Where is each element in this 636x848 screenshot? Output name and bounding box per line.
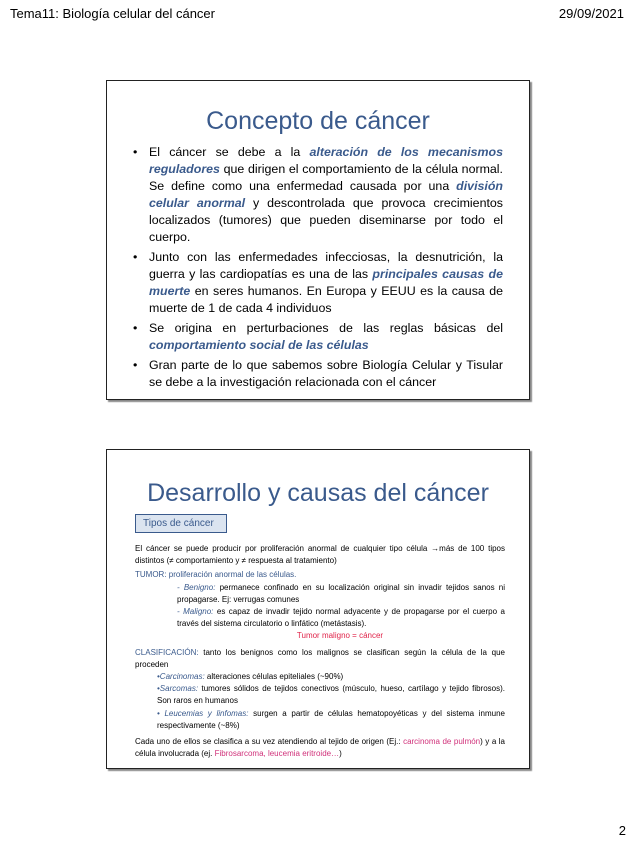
label: - Maligno: (177, 607, 214, 617)
text: alteraciones células epiteliales (~90%) (204, 672, 344, 682)
bullet-item (133, 320, 503, 354)
label: TUMOR: proliferación anormal de las células. (135, 570, 297, 580)
text: ) (339, 749, 342, 759)
carcinomas-item (135, 671, 505, 683)
label: CLASIFICACIÓN: (135, 647, 199, 657)
slide-desarrollo (106, 449, 530, 769)
slide-title: Desarrollo y causas del cáncer (147, 479, 489, 507)
bullet-item (133, 357, 503, 391)
section-tab: Tipos de cáncer (135, 514, 227, 533)
closing-paragraph (135, 736, 505, 760)
bullet-item (133, 144, 503, 246)
label: • Leucemias y linfomas: (157, 708, 249, 718)
bullet-item (133, 249, 503, 317)
text: tumores sólidos de tejidos conectivos (músculo, hueso, cartílago y tejido fibrosos). Son raros en humanos (157, 684, 505, 706)
example-text: carcinoma de pulmón (403, 737, 481, 747)
emphasis-text: principales causas de muerte (149, 267, 503, 298)
text: es capaz de invadir tejido normal adyacente y de propagarse por el cuerpo a través del sistema circulatorio o linfático (metástasis). (177, 607, 505, 629)
bullet-icon: • (133, 358, 138, 372)
text: ) y a la célula involucrada (ej. (135, 737, 505, 759)
label: •Carcinomas: (157, 672, 205, 682)
slide-concepto (106, 80, 530, 400)
slide-title: Concepto de cáncer (206, 107, 430, 135)
sarcomas-item (135, 683, 505, 707)
header-date: 29/09/2021 (558, 6, 624, 21)
text: y descontrolada que provoca crecimientos localizados (tumores) que pueden diseminarse por todo el cuerpo. (149, 196, 503, 244)
intro-paragraph: El cáncer se puede producir por proliferación anormal de cualquier tipo célula →más de 100 tipos distintos (≠ comportamiento y ≠ respuesta al tratamiento) (135, 544, 505, 566)
bullet-icon: • (133, 250, 138, 264)
emphasis-text: división celular anormal (149, 179, 503, 210)
text: surgen a partir de células hematopoyéticas y del sistema inmune respectivamente (~8%) (157, 708, 505, 730)
maligno-equation: Tumor maligno = cáncer (296, 631, 384, 641)
text: permanece confinado en su localización original sin invadir tejidos sanos ni propagarse. Ej: verrugas comunes (177, 582, 506, 604)
page-number: 2 (618, 823, 626, 838)
text: Se origina en perturbaciones de las reglas básicas del (149, 321, 503, 335)
emphasis-text: alteración de los mecanismos reguladores (149, 145, 503, 176)
bullet-icon: • (133, 145, 138, 159)
label: •Sarcomas: (157, 684, 199, 694)
text: que dirigen el comportamiento de la célula normal. Se define como una enfermedad causada por una (149, 162, 503, 193)
text: Junto con las enfermedades infecciosas, la desnutrición, la guerra y las cardiopatías es una de las (149, 250, 503, 281)
text: Cada uno de ellos se clasifica a su vez atendiendo al tejido de origen (Ej.: (135, 737, 404, 747)
text: El cáncer se debe a la (149, 145, 310, 159)
bullet-list (133, 144, 503, 391)
bullet-icon: • (133, 321, 138, 335)
clasificacion-paragraph (135, 647, 505, 671)
maligno-item (135, 606, 505, 630)
text: tanto los benignos como los malignos se clasifican según la célula de la que proceden (135, 647, 505, 669)
header-title: Tema11: Biología celular del cáncer (10, 6, 215, 21)
example-text: Fibrosarcoma, leucemia eritroide… (214, 749, 340, 759)
label: - Benigno: (177, 582, 216, 592)
benigno-item (135, 582, 505, 606)
text: Gran parte de lo que sabemos sobre Biología Celular y Tisular se debe a la investigación relacionada con el cáncer (149, 358, 503, 389)
text: en seres humanos. En Europa y EEUU es la causa de muerte de 1 de cada 4 individuos (149, 284, 503, 315)
tumor-heading (135, 569, 505, 581)
emphasis-text: comportamiento social de las células (149, 338, 369, 352)
leucemias-item (135, 708, 505, 732)
